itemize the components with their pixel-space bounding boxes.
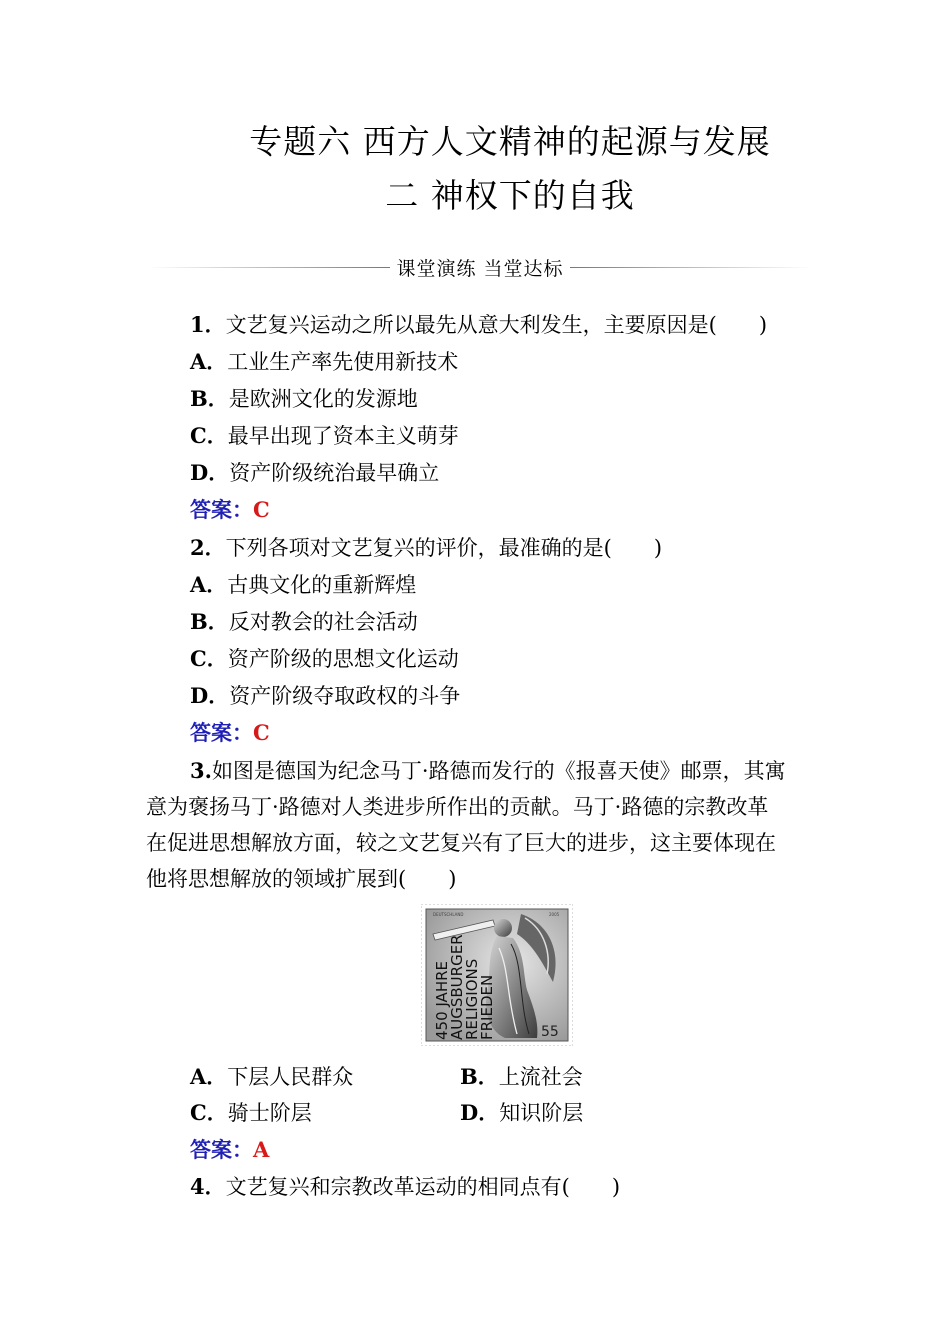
stamp-country: DEUTSCHLAND [433,912,464,917]
q1-option-a [190,347,458,377]
q2-option-a [190,570,416,600]
page-subtitle: 二 神权下的自我 [385,176,635,215]
option-text: 资产阶级统治最早确立 [229,461,440,485]
answer-value: C [253,497,270,522]
question-number: 2． [190,535,226,560]
q2-answer [190,718,270,748]
divider-rule-right [570,267,810,268]
question-1 [190,310,767,340]
option-text: 资产阶级的思想文化运动 [227,647,459,671]
option-text: 知识阶层 [499,1101,584,1125]
divider-rule-left [150,267,390,268]
q2-option-c [190,644,459,674]
question-stem: 下列各项对文艺复兴的评价，最准确的是( ) [225,536,663,560]
question-number: 3. [190,758,212,783]
option-letter: A． [190,572,228,597]
stamp-text-line: AUGSBURGER [448,934,466,1040]
option-letter: D． [460,1100,500,1125]
q3-option-c [190,1098,312,1128]
q3-option-b [460,1062,583,1092]
question-stem-line: 在促进思想解放方面，较之文艺复兴有了巨大的进步，这主要体现在 [146,831,776,855]
answer-value: A [253,1137,270,1162]
question-stem-line: 他将思想解放的领域扩展到( ) [146,867,457,891]
stamp-text-line: 450 JAHRE [433,961,451,1040]
option-text: 资产阶级夺取政权的斗争 [229,684,461,708]
question-stem-line: 意为褒扬马丁·路德对人类进步所作出的贡献。马丁·路德的宗教改革 [146,795,769,819]
section-label: 课堂演练 当堂达标 [396,257,564,280]
stamp-text-line: FRIEDEN [478,974,496,1040]
option-text: 是欧洲文化的发源地 [228,387,418,411]
option-text: 骑士阶层 [227,1101,312,1125]
answer-label: 答案： [190,497,253,522]
option-text: 古典文化的重新辉煌 [227,573,417,597]
option-text: 上流社会 [498,1065,583,1089]
angel-stamp-image [421,904,573,1046]
question-stem: 文艺复兴和宗教改革运动的相同点有( ) [225,1175,621,1199]
q3-option-a [190,1062,353,1092]
q2-option-b [190,607,418,637]
option-letter: C． [190,1100,228,1125]
option-text: 工业生产率先使用新技术 [227,350,459,374]
option-letter: D． [190,460,230,485]
q3-answer [190,1135,269,1165]
q1-option-b [190,384,418,414]
question-stem-line: 如图是德国为纪念马丁·路德而发行的《报喜天使》邮票，其寓 [211,759,786,783]
option-letter: C． [190,423,228,448]
option-letter: B． [190,386,229,411]
option-letter: B． [460,1064,499,1089]
q1-option-d [190,458,439,488]
answer-label: 答案： [190,1137,253,1162]
option-letter: A． [190,349,228,374]
option-letter: D． [190,683,230,708]
stamp-value: 55 [541,1024,559,1040]
q1-answer [190,495,270,525]
question-stem: 文艺复兴运动之所以最先从意大利发生，主要原因是( ) [225,313,768,337]
option-text: 反对教会的社会活动 [228,610,418,634]
question-number: 1． [190,312,226,337]
question-4 [190,1172,620,1202]
answer-value: C [253,720,270,745]
q3-option-d [460,1098,583,1128]
option-letter: C． [190,646,228,671]
page-title: 专题六 西方人文精神的起源与发展 [249,122,771,161]
q1-option-c [190,421,459,451]
stamp-text-line: RELIGIONS [463,958,481,1040]
question-3 [190,756,786,786]
section-divider [150,253,810,281]
question-number: 4． [190,1174,226,1199]
question-2 [190,533,662,563]
option-letter: A． [190,1064,228,1089]
option-letter: B． [190,609,229,634]
option-text: 最早出现了资本主义萌芽 [227,424,459,448]
q2-option-d [190,681,460,711]
stamp-year: 2005 [549,912,560,917]
option-text: 下层人民群众 [227,1065,354,1089]
answer-label: 答案： [190,720,253,745]
